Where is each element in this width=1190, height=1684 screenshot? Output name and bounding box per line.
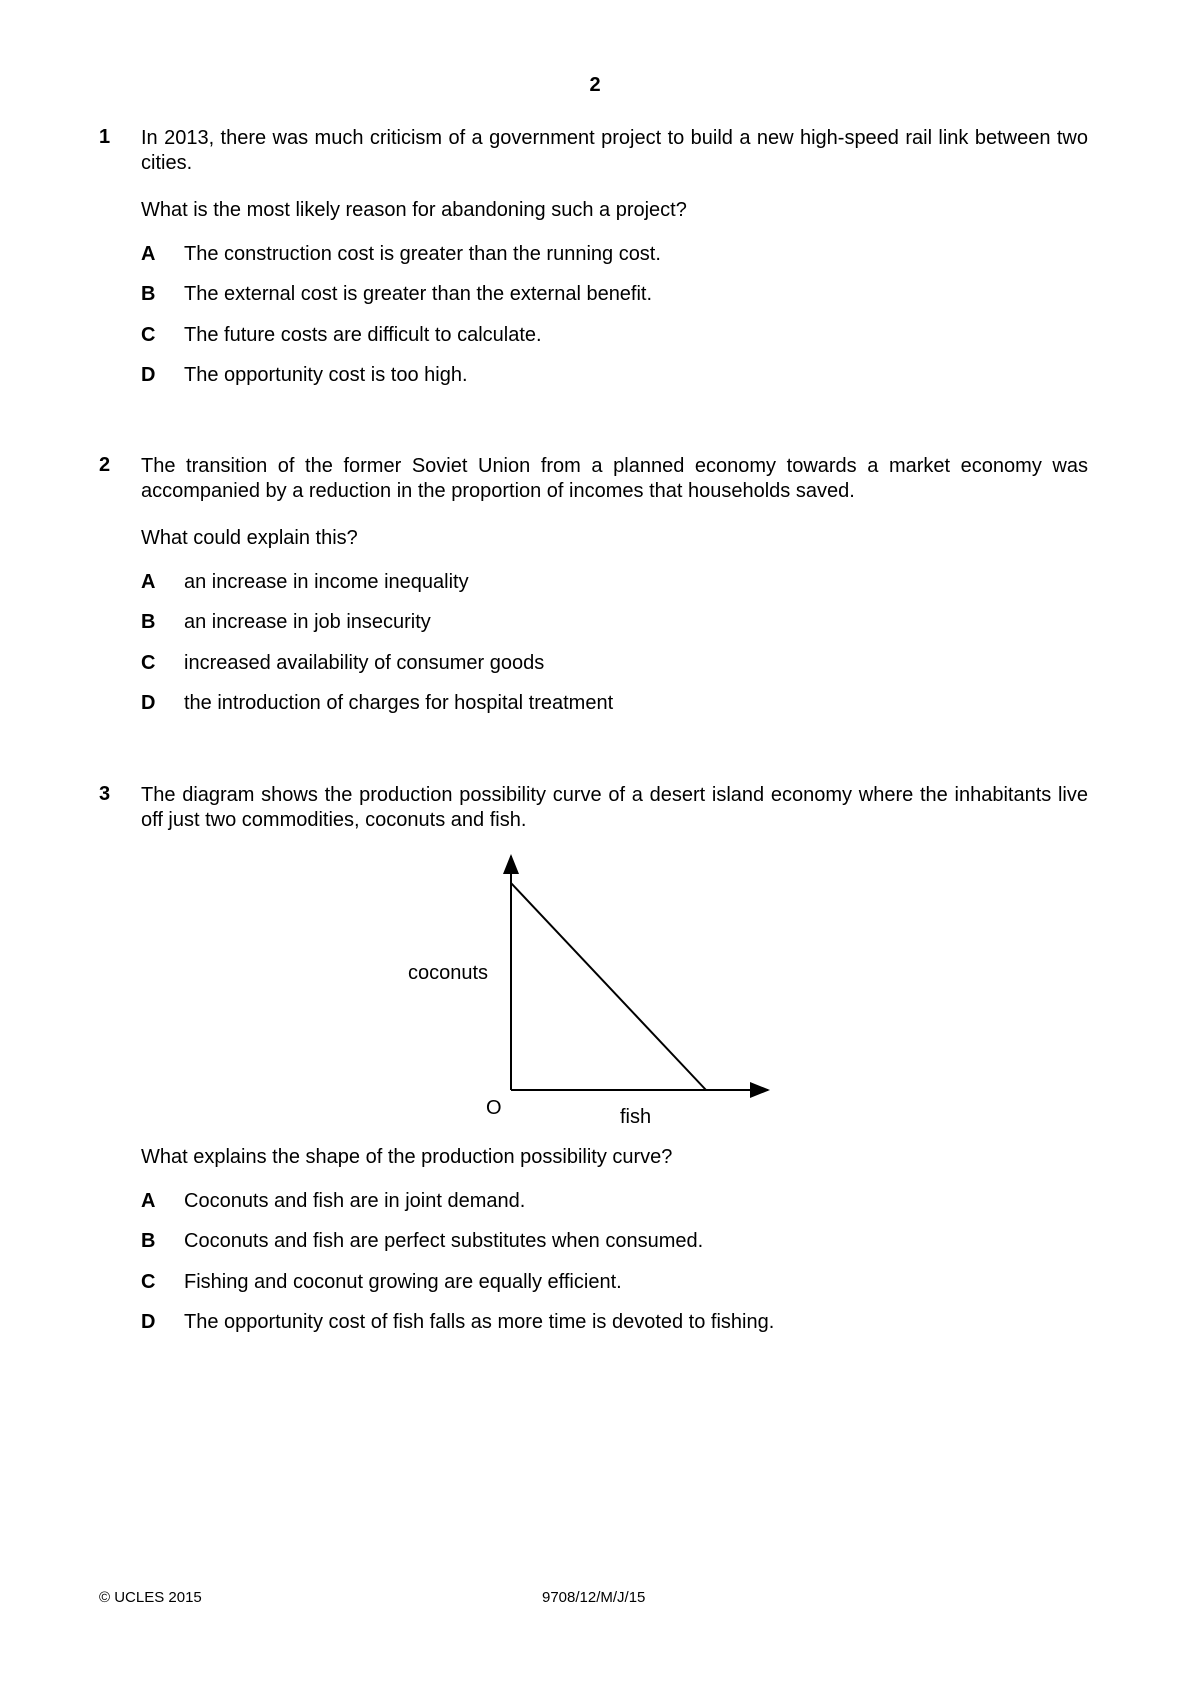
option-letter: C xyxy=(141,652,156,674)
option-a[interactable] xyxy=(141,243,1041,269)
question-number: 3 xyxy=(99,783,111,805)
question-stem: In 2013, there was much criticism of a government project to build a new high-speed rail link between two cities. xyxy=(141,127,1088,174)
option-text: increased availability of consumer goods xyxy=(184,652,545,674)
option-letter: A xyxy=(141,571,156,593)
option-letter: D xyxy=(141,1311,156,1333)
option-text: The opportunity cost is too high. xyxy=(184,364,468,386)
option-letter: B xyxy=(141,283,156,305)
origin-label: O xyxy=(486,1097,502,1119)
option-letter: B xyxy=(141,611,156,633)
option-c[interactable] xyxy=(141,652,1041,678)
option-letter: D xyxy=(141,364,156,386)
option-text: The external cost is greater than the external benefit. xyxy=(184,283,653,305)
option-text: The construction cost is greater than the running cost. xyxy=(184,243,661,265)
option-d[interactable] xyxy=(141,692,1041,718)
option-text: Coconuts and fish are in joint demand. xyxy=(184,1190,526,1212)
footer-code: 9708/12/M/J/15 xyxy=(542,1589,646,1606)
option-b[interactable] xyxy=(141,1230,1041,1256)
question-prompt: What is the most likely reason for abandoning such a project? xyxy=(141,199,687,221)
option-text: an increase in income inequality xyxy=(184,571,469,593)
option-text: The opportunity cost of fish falls as more time is devoted to fishing. xyxy=(184,1311,775,1333)
question-stem: The transition of the former Soviet Union from a planned economy towards a market economy was accompanied by a reduction in the proportion of incomes that households saved. xyxy=(141,455,1088,502)
x-axis-label: fish xyxy=(620,1106,652,1128)
question-prompt: What could explain this? xyxy=(141,527,358,549)
question-number: 2 xyxy=(99,454,111,476)
option-c[interactable] xyxy=(141,324,1041,350)
option-b[interactable] xyxy=(141,283,1041,309)
page-number: 2 xyxy=(589,74,601,96)
option-letter: C xyxy=(141,324,156,346)
question-prompt: What explains the shape of the production possibility curve? xyxy=(141,1146,673,1168)
ppc-graph xyxy=(390,850,790,1130)
ppc-diagram xyxy=(390,850,790,1130)
option-letter: A xyxy=(141,1190,156,1212)
footer-copyright: © UCLES 2015 xyxy=(99,1589,202,1606)
option-a[interactable] xyxy=(141,571,1041,597)
option-text: Fishing and coconut growing are equally efficient. xyxy=(184,1271,622,1293)
option-text: Coconuts and fish are perfect substitutes when consumed. xyxy=(184,1230,704,1252)
y-axis-label: coconuts xyxy=(408,962,489,984)
question-stem: The diagram shows the production possibility curve of a desert island economy where the inhabitants live off just two commodities, coconuts and fish. xyxy=(141,784,1088,831)
option-d[interactable] xyxy=(141,1311,1041,1337)
option-letter: B xyxy=(141,1230,156,1252)
option-d[interactable] xyxy=(141,364,1041,390)
question-number: 1 xyxy=(99,126,111,148)
option-text: The future costs are difficult to calculate. xyxy=(184,324,542,346)
option-letter: C xyxy=(141,1271,156,1293)
option-text: an increase in job insecurity xyxy=(184,611,431,633)
ppc-line xyxy=(511,883,706,1090)
option-b[interactable] xyxy=(141,611,1041,637)
option-a[interactable] xyxy=(141,1190,1041,1216)
option-c[interactable] xyxy=(141,1271,1041,1297)
option-letter: D xyxy=(141,692,156,714)
option-text: the introduction of charges for hospital treatment xyxy=(184,692,614,714)
option-letter: A xyxy=(141,243,156,265)
